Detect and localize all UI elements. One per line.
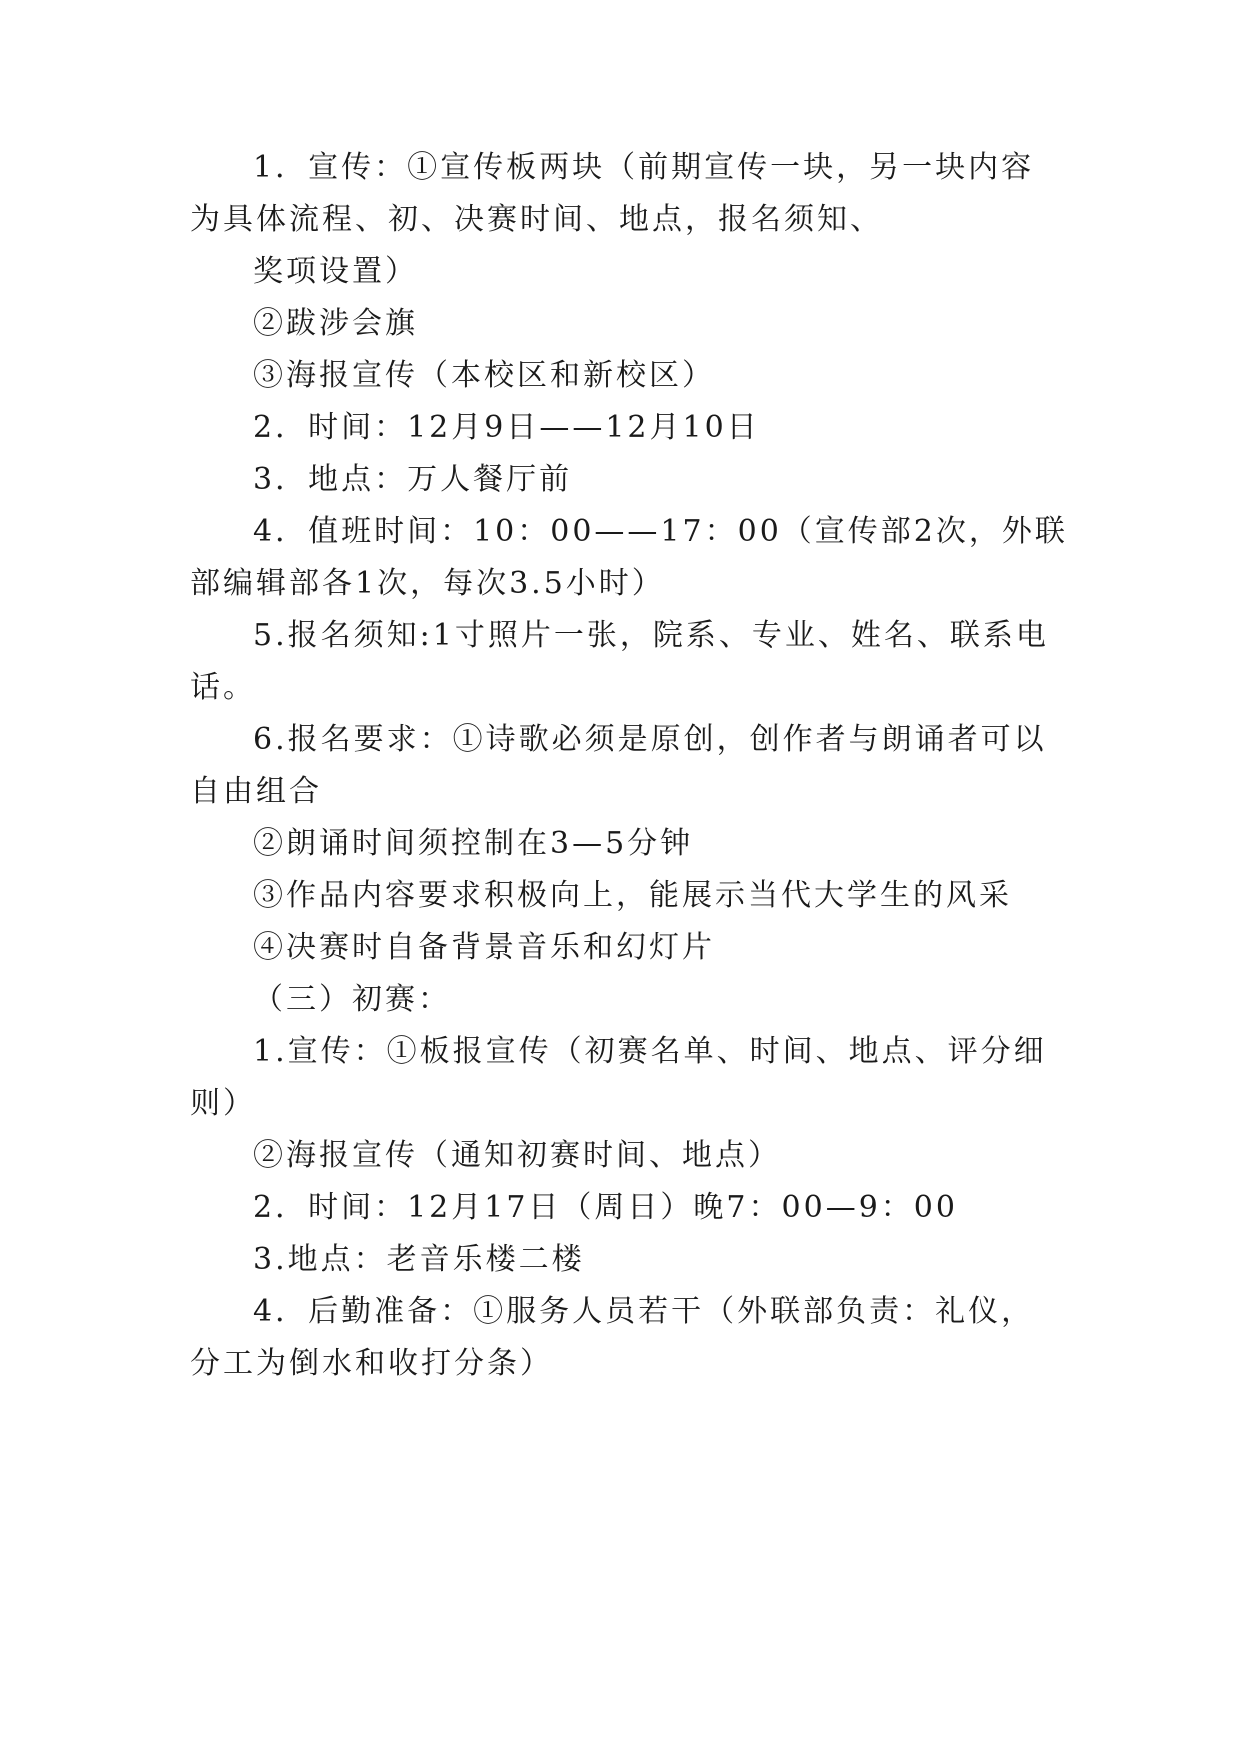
text-line: ②海报宣传（通知初赛时间、地点）	[253, 1138, 781, 1173]
text-line: 奖项设置）	[253, 254, 418, 289]
text-line: ③作品内容要求积极向上，能展示当代大学生的风采	[253, 878, 1012, 913]
text-line: 3.地点：老音乐楼二楼	[253, 1242, 585, 1277]
text-line: 自由组合	[190, 774, 322, 809]
text-line: 分工为倒水和收打分条）	[190, 1346, 553, 1381]
text-line: 话。	[190, 670, 256, 705]
text-line: 6.报名要求：①诗歌必须是原创，创作者与朗诵者可以	[253, 722, 1047, 757]
text-line: ②跋涉会旗	[253, 306, 418, 341]
text-line: 为具体流程、初、决赛时间、地点，报名须知、	[190, 202, 883, 237]
text-line: ②朗诵时间须控制在3—5分钟	[253, 826, 694, 861]
text-line: ③海报宣传（本校区和新校区）	[253, 358, 715, 393]
text-line: 1．宣传：①宣传板两块（前期宣传一块，另一块内容	[253, 150, 1035, 185]
section-heading: （三）初赛：	[253, 982, 451, 1017]
text-line: 部编辑部各1次，每次3.5小时）	[190, 566, 665, 601]
text-line: 则）	[190, 1086, 256, 1121]
text-line: 1.宣传：①板报宣传（初赛名单、时间、地点、评分细	[253, 1034, 1047, 1069]
text-line: 4．值班时间：10：00——17：00（宣传部2次，外联	[253, 514, 1068, 549]
text-line: ④决赛时自备背景音乐和幻灯片	[253, 930, 715, 965]
text-line: 5.报名须知:1寸照片一张，院系、专业、姓名、联系电	[253, 618, 1049, 653]
text-line: 2．时间：12月17日（周日）晚7：00—9：00	[253, 1190, 958, 1225]
text-line: 3．地点：万人餐厅前	[253, 462, 573, 497]
text-line: 2．时间：12月9日——12月10日	[253, 410, 760, 445]
text-line: 4．后勤准备：①服务人员若干（外联部负责：礼仪，	[253, 1294, 1035, 1329]
